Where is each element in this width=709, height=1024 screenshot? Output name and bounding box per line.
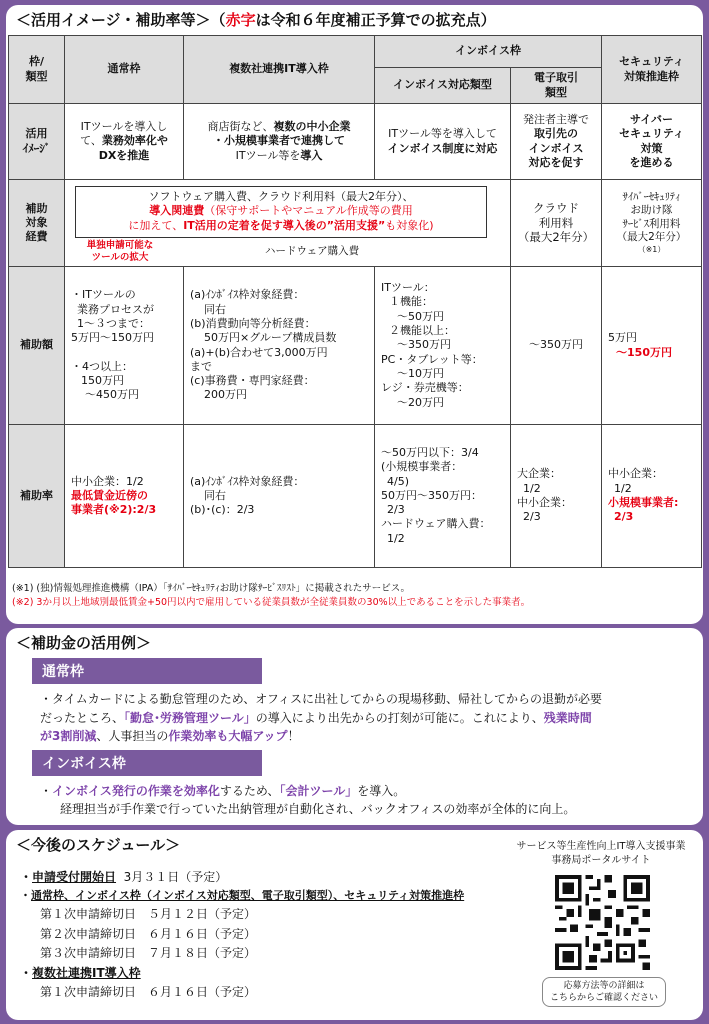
schedule-panel xyxy=(6,830,703,1020)
cell-line: ２機能以上： xyxy=(389,324,455,338)
usage-normal: ITツールを導入し て、業務効率化や DXを推進 xyxy=(65,104,184,180)
subsidy-overview-panel xyxy=(6,5,703,624)
tab-normal-frame: 通常枠 xyxy=(32,658,262,684)
rate-normal: 中小企業：1/2 最低賃金近傍の 事業者(※2):2/3 xyxy=(65,425,184,568)
usage-multi: 商店街など、複数の中小企業 ・小規模事業者で連携して ITツール等を導入 xyxy=(184,104,375,180)
schedule-g1-row: 第３次申請締切日 ７月１８日（予定） xyxy=(40,946,257,961)
cell-line: 5万円～150万円 xyxy=(71,331,154,345)
header-ecommerce: 電子取引 類型 xyxy=(511,68,602,104)
schedule-group-1: ・通常枠、インボイス枠（インボイス対応類型、電子取引類型）、セキュリティ対策推進枠 xyxy=(20,889,465,903)
cell-line: ITツール： xyxy=(381,281,435,295)
expenses-security: ｻｲﾊﾞｰｾｷｭﾘﾃｨ お助け隊 ｻｰﾋﾞｽ利用料 （最大2年分） （※1） xyxy=(602,180,702,267)
cell-line: ・ITツールの xyxy=(71,288,136,302)
cell-line: ～50万円 xyxy=(397,309,444,323)
example-invoice: ・インボイス発行の作業を効率化するため、「会計ツール」を導入。 経理担当が手作業で行っていた出納管理が自動化され、バックオフィスの効率が全体的に向上。 xyxy=(40,783,576,817)
header-frame: 枠/ 類型 xyxy=(9,36,65,104)
schedule-title: ＜今後のスケジュール＞ xyxy=(16,836,181,854)
tab-invoice-frame: インボイス枠 xyxy=(32,750,262,776)
cell-line: ～350万円 xyxy=(397,338,451,352)
schedule-start: ・申請受付開始日 3月３１日（予定） xyxy=(20,870,228,884)
amount-ecommerce: ～350万円 xyxy=(511,267,602,425)
expense-box: ソフトウェア購入費、クラウド利用料（最大2年分）、 導入関連費（保守サポートやマニュアル作成等の費用 に加えて、IT活用の定着を促す導入後の”活用支援”も対象化) xyxy=(75,186,487,238)
footnote-2: (※2) 3か月以上地域別最低賃金+50円以内で雇用している従業員数が全従業員数の30%以上であることを示した事業者。 xyxy=(12,597,531,609)
cell-line: ～50万円以下：3/4 xyxy=(381,445,479,459)
cell-line: ～20万円 xyxy=(397,395,444,409)
amount-multi xyxy=(184,267,375,425)
cell-line: (a)+(b)合わせて3,000万円 xyxy=(190,345,328,359)
cell-line: 1～３つまで： xyxy=(77,316,150,330)
cell-line: PC・タブレット等： xyxy=(381,352,483,366)
row-head-usage: 活用 ｲﾒｰｼﾞ xyxy=(9,104,65,180)
header-invoice-type: インボイス対応類型 xyxy=(375,68,511,104)
cell-line: 同右 xyxy=(204,302,226,316)
cell-line: ・4つ以上： xyxy=(71,359,133,373)
examples-title: ＜補助金の活用例＞ xyxy=(16,634,152,652)
cell-line: 2/3 xyxy=(523,510,541,524)
expenses-ecommerce: クラウド 利用料 （最大2年分） xyxy=(511,180,602,267)
cell-line: (小規模事業者： xyxy=(381,460,463,474)
rate-ecommerce xyxy=(511,425,602,568)
footnotes xyxy=(12,582,702,611)
header-invoice-group: インボイス枠 xyxy=(375,36,602,68)
schedule-list xyxy=(20,868,464,1002)
cell-line: 2/3 xyxy=(387,503,405,517)
cell-line: ～450万円 xyxy=(85,388,139,402)
hardware-expense: ハードウェア購入費 xyxy=(265,245,360,257)
portal-caption: サービス等生産性向上IT導入支援事業 事務局ポータルサイト xyxy=(516,841,686,866)
amount-security: 5万円 ～150万円 xyxy=(602,267,702,425)
usage-ecommerce: 発注者主導で 取引先の インボイス 対応を促す xyxy=(511,104,602,180)
cell-line: 中小企業： xyxy=(517,496,572,509)
footnote-1: (※1) (独)情報処理推進機構（IPA）「ｻｲﾊﾞｰｾｷｭﾘﾃｨお助け隊ｻｰﾋﾞｽﾘｽﾄ」に掲載されたサービス。 xyxy=(12,583,411,594)
cell-line: ～10万円 xyxy=(397,366,444,380)
cell-line xyxy=(71,346,183,360)
rate-security: 中小企業： 1/2 小規模事業者: 2/3 xyxy=(602,425,702,568)
cell-line: (a)ｲﾝﾎﾞｲｽ枠対象経費： xyxy=(190,288,305,302)
cell-line: 4/5) xyxy=(387,474,409,488)
row-head-amount: 補助額 xyxy=(9,267,65,425)
usage-examples-panel xyxy=(6,628,703,825)
amount-invoice xyxy=(375,267,511,425)
usage-security: サイバー セキュリティ 対策 を進める xyxy=(602,104,702,180)
cell-line: ハードウェア購入費： xyxy=(381,517,491,531)
cell-line: (c)事務費・専門家経費： xyxy=(190,374,315,388)
cell-line: レジ・券売機等： xyxy=(381,381,469,395)
header-normal: 通常枠 xyxy=(65,36,184,104)
cell-line: (b)消費動向等分析経費： xyxy=(190,316,316,330)
cell-line: 200万円 xyxy=(204,388,247,402)
standalone-note: 単独申請可能な ツールの拡大 xyxy=(86,240,154,263)
schedule-g1-row: 第１次申請締切日 ５月１２日（予定） xyxy=(40,907,257,922)
panel-title: ＜活用イメージ・補助率等＞（赤字は令和６年度補正予算での拡充点） xyxy=(16,11,496,29)
row-head-expenses: 補助 対象 経費 xyxy=(9,180,65,267)
row-head-rate: 補助率 xyxy=(9,425,65,568)
cell-line: 50万円～350万円： xyxy=(381,488,482,502)
rate-invoice xyxy=(375,425,511,568)
header-multi: 複数社連携IT導入枠 xyxy=(184,36,375,104)
qr-code-icon[interactable] xyxy=(555,875,650,970)
rate-multi: (a)ｲﾝﾎﾞｲｽ枠対象経費： 同右 (b)･(c)：2/3 xyxy=(184,425,375,568)
header-security: セキュリティ 対策推進枠 xyxy=(602,36,702,104)
cell-line: １機能： xyxy=(389,295,433,309)
schedule-g1-row: 第２次申請締切日 ６月１６日（予定） xyxy=(40,926,257,941)
amount-normal xyxy=(65,267,184,425)
cell-line: 業務プロセスが xyxy=(77,302,154,316)
cell-line: 1/2 xyxy=(387,531,405,545)
cell-line: 150万円 xyxy=(81,374,124,388)
qr-note: 応募方法等の詳細は こちらからご確認ください xyxy=(542,977,666,1007)
cell-line: 50万円×グループ構成員数 xyxy=(204,331,337,345)
cell-line: 大企業： xyxy=(517,467,561,481)
subsidy-table xyxy=(8,35,702,568)
example-normal: ・タイムカードによる勤怠管理のため、オフィスに出社してからの現場移動、帰社してからの退勤が必要 だったところ、「勤怠･労務管理ツール」の導入により出先からの打刻が可能に。これにより、残業時間 が3割削減、人事担当の作業効率も大幅アップ！ xyxy=(40,692,602,744)
schedule-group-2: ・複数社連携IT導入枠 xyxy=(20,965,141,980)
usage-invoice: ITツール等を導入して インボイス制度に対応 xyxy=(375,104,511,180)
schedule-g2-row: 第１次申請締切日 ６月１６日（予定） xyxy=(40,985,257,999)
cell-line: まで xyxy=(190,359,212,373)
cell-line: 1/2 xyxy=(523,481,541,495)
expenses-shared xyxy=(65,180,511,267)
